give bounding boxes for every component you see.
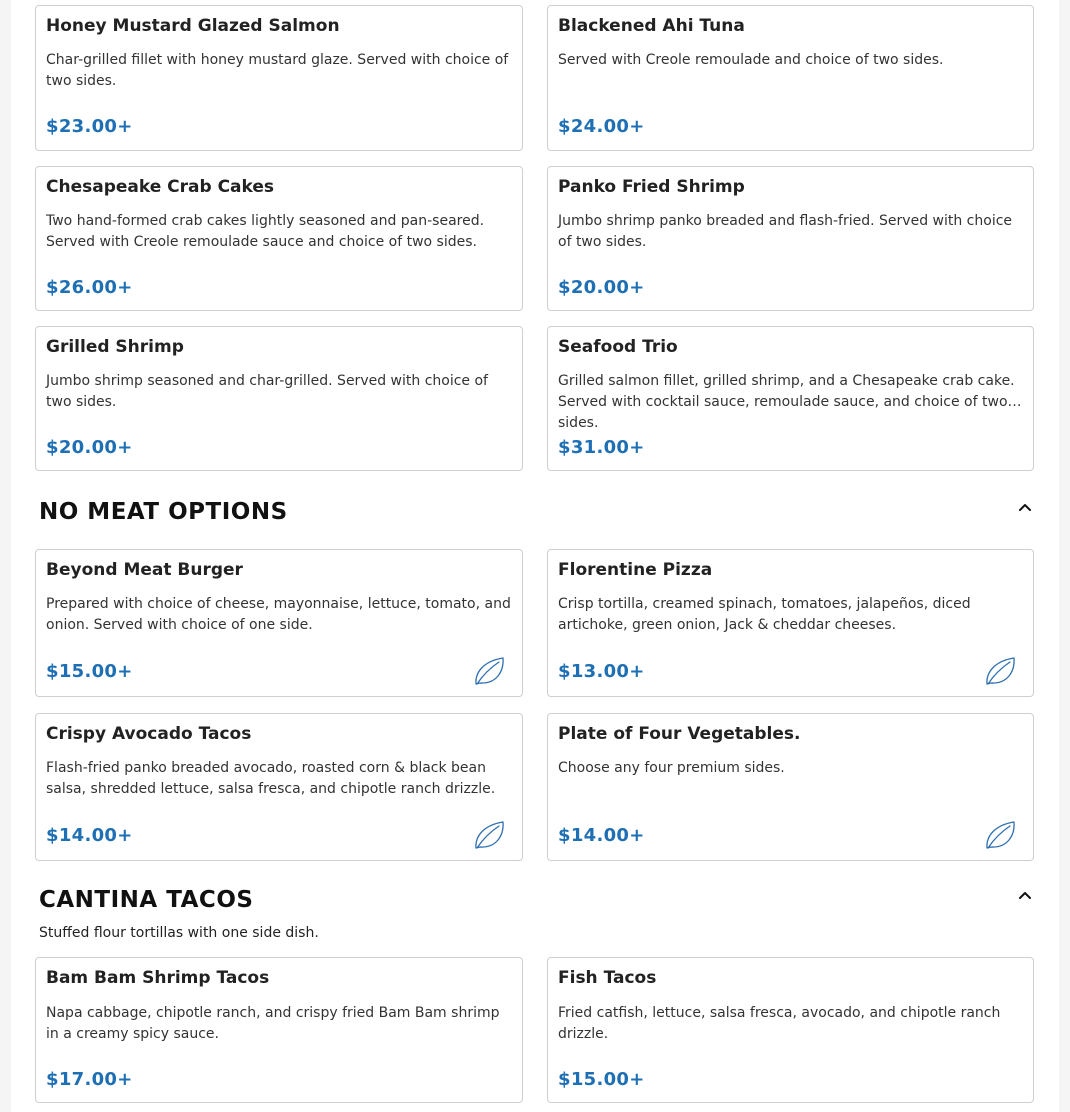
menu-item-card[interactable] <box>35 166 523 311</box>
menu-item-price: $31.00+ <box>558 437 645 458</box>
menu-item-description: Two hand-formed crab cakes lightly seasoned and pan-seared. Served with Creole remoulade sauce and choice of two sides. <box>46 213 485 250</box>
menu-item-name: Grilled Shrimp <box>46 337 184 357</box>
menu-item-price: $23.00+ <box>46 116 133 137</box>
menu-item-name: Chesapeake Crab Cakes <box>46 177 275 197</box>
chevron-up-icon[interactable] <box>1015 885 1035 905</box>
menu-item-name: Plate of Four Vegetables. <box>558 724 801 744</box>
menu-item-card[interactable] <box>547 166 1034 311</box>
section-title-no-meat: NO MEAT OPTIONS <box>39 499 288 525</box>
menu-item-description: Flash-fried panko breaded avocado, roasted corn & black bean salsa, shredded lettuce, salsa fresca, and chipotle ranch drizzle. <box>46 760 496 797</box>
menu-item-card[interactable] <box>35 957 523 1103</box>
menu-item-description: Jumbo shrimp seasoned and char-grilled. Served with choice of two sides. <box>46 373 488 410</box>
menu-item-price: $13.00+ <box>558 661 645 682</box>
menu-item-name: Bam Bam Shrimp Tacos <box>46 968 270 988</box>
leaf-icon <box>472 654 506 688</box>
seafood-grid <box>35 5 1034 471</box>
menu-item-name: Beyond Meat Burger <box>46 560 243 580</box>
menu-item-price: $15.00+ <box>558 1069 645 1090</box>
menu-item-price: $14.00+ <box>46 825 133 846</box>
menu-item-card[interactable] <box>35 5 523 151</box>
menu-item-description: Grilled salmon fillet, grilled shrimp, and a Chesapeake crab cake. Served with cocktail sauce, remoulade sauce, and choice of two sides. <box>558 373 1015 431</box>
leaf-icon <box>983 654 1017 688</box>
menu-page <box>11 0 1059 1112</box>
menu-item-description: Jumbo shrimp panko breaded and flash-fried. Served with choice of two sides. <box>558 213 1013 250</box>
chevron-up-icon[interactable] <box>1015 497 1035 517</box>
menu-item-description: Crisp tortilla, creamed spinach, tomatoes, jalapeños, diced artichoke, green onion, Jack & cheddar cheeses. <box>558 596 971 633</box>
menu-item-name: Fish Tacos <box>558 968 657 988</box>
menu-item-card[interactable] <box>547 713 1034 861</box>
menu-item-card[interactable] <box>35 549 523 697</box>
menu-item-price: $20.00+ <box>46 437 133 458</box>
menu-item-price: $26.00+ <box>46 277 133 298</box>
section-title-cantina-tacos: CANTINA TACOS <box>39 887 254 913</box>
menu-item-name: Honey Mustard Glazed Salmon <box>46 16 340 36</box>
menu-item-price: $24.00+ <box>558 116 645 137</box>
leaf-icon <box>472 818 506 852</box>
menu-item-card[interactable] <box>547 326 1034 471</box>
menu-item-description: Choose any four premium sides. <box>558 760 785 776</box>
menu-item-card[interactable] <box>547 549 1034 697</box>
menu-item-description: Char-grilled fillet with honey mustard glaze. Served with choice of two sides. <box>46 52 509 89</box>
cantina-grid <box>35 957 1034 1103</box>
menu-item-description: Napa cabbage, chipotle ranch, and crispy fried Bam Bam shrimp in a creamy spicy sauce. <box>46 1005 500 1042</box>
menu-item-card[interactable] <box>547 957 1034 1103</box>
menu-item-name: Panko Fried Shrimp <box>558 177 745 197</box>
menu-item-name: Blackened Ahi Tuna <box>558 16 745 36</box>
menu-item-card[interactable] <box>35 326 523 471</box>
menu-item-card[interactable] <box>547 5 1034 151</box>
menu-item-description: Fried catfish, lettuce, salsa fresca, avocado, and chipotle ranch drizzle. <box>558 1005 1001 1042</box>
leaf-icon <box>983 818 1017 852</box>
menu-item-description: Prepared with choice of cheese, mayonnaise, lettuce, tomato, and onion. Served with choice of one side. <box>46 596 511 633</box>
menu-item-price: $20.00+ <box>558 277 645 298</box>
no-meat-grid <box>35 549 1034 861</box>
menu-item-name: Seafood Trio <box>558 337 678 357</box>
menu-item-description: Served with Creole remoulade and choice of two sides. <box>558 52 944 68</box>
menu-item-price: $14.00+ <box>558 825 645 846</box>
menu-item-card[interactable] <box>35 713 523 861</box>
menu-item-price: $17.00+ <box>46 1069 133 1090</box>
section-subtitle: Stuffed flour tortillas with one side dish. <box>39 925 319 941</box>
menu-item-name: Florentine Pizza <box>558 560 713 580</box>
menu-item-name: Crispy Avocado Tacos <box>46 724 252 744</box>
menu-item-price: $15.00+ <box>46 661 133 682</box>
